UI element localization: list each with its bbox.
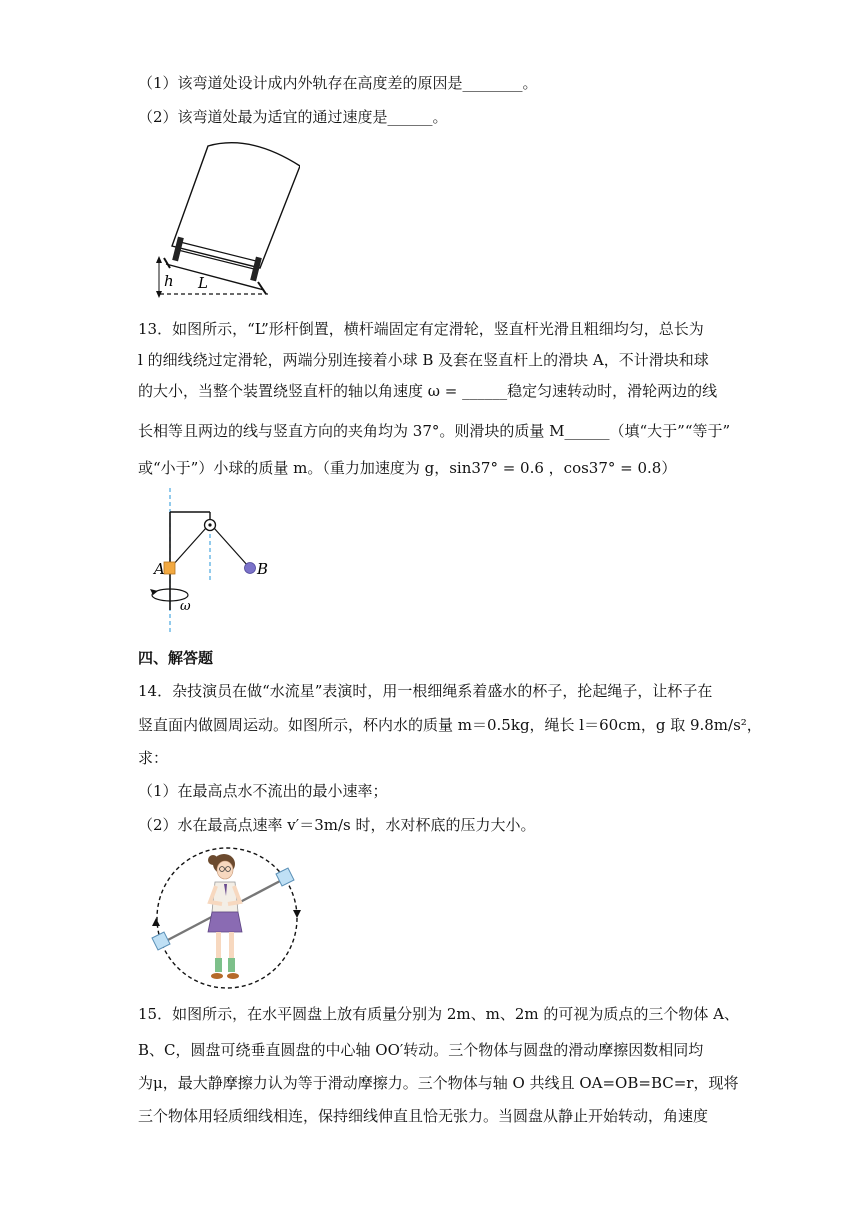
q14-line1: 14．杂技演员在做“水流星”表演时，用一根细绳系着盛水的杯子，抡起绳子，让杯子在 (138, 682, 713, 700)
block-a (164, 562, 175, 574)
q12-sub1: （1）该弯道处设计成内外轨存在高度差的原因是________。 (138, 74, 538, 92)
label-omega: ω (180, 599, 191, 614)
q14-sub2: （2）水在最高点速率 v′＝3m/s 时，水对杯底的压力大小。 (138, 816, 536, 834)
ball-b (245, 563, 256, 574)
label-L: L (198, 274, 208, 292)
q12-sub2: （2）该弯道处最为适宜的通过速度是______。 (138, 108, 448, 126)
q15-line2: B、C，圆盘可绕垂直圆盘的中心轴 OO′转动。三个物体与圆盘的滑动摩擦因数相同均 (138, 1041, 704, 1059)
label-a: A (154, 560, 165, 578)
q13-line3: 的大小，当整个装置绕竖直杆的轴以角速度 ω = ______稳定匀速转动时，滑轮两边的线 (138, 382, 718, 400)
q15-line4: 三个物体用轻质细线相连，保持细线伸直且恰无张力。当圆盘从静止开始转动，角速度 (138, 1107, 709, 1125)
q14-line2: 竖直面内做圆周运动。如图所示，杯内水的质量 m＝0.5kg，绳长 l＝60cm，g 取 9.8m/s²， (138, 716, 762, 734)
label-b: B (257, 560, 269, 578)
performer-figure (208, 854, 242, 979)
q13-line4: 长相等且两边的线与竖直方向的夹角均为 37°。则滑块的质量 M______（填“大于”“等于” (138, 422, 731, 440)
q13-line2: l 的细线绕过定滑轮，两端分别连接着小球 B 及套在竖直杆上的滑块 A，不计滑块和球 (138, 351, 709, 369)
section-title: 四、解答题 (138, 649, 214, 667)
q15-line3: 为μ，最大静摩擦力认为等于滑动摩擦力。三个物体与轴 O 共线且 OA=OB=BC=r，现将 (138, 1074, 739, 1092)
q13-figure-l-rod (140, 488, 280, 634)
q15-line1: 15．如图所示，在水平圆盘上放有质量分别为 2m、m、2m 的可视为质点的三个物体 A、 (138, 1005, 739, 1023)
q14-figure-water-star (144, 846, 310, 996)
q14-line3: 求： (138, 749, 169, 767)
q12-figure-rail-curve (150, 138, 300, 300)
cup-left-icon (152, 932, 170, 950)
label-h: h (164, 272, 174, 290)
q13-line1: 13．如图所示，“L”形杆倒置，横杆端固定有定滑轮，竖直杆光滑且粗细均匀，总长为 (138, 320, 704, 338)
q13-line5: 或“小于”）小球的质量 m。（重力加速度为 g，sin37° = 0.6 ，cos37° = 0.8） (138, 459, 677, 477)
q14-sub1: （1）在最高点水不流出的最小速率； (138, 782, 388, 800)
